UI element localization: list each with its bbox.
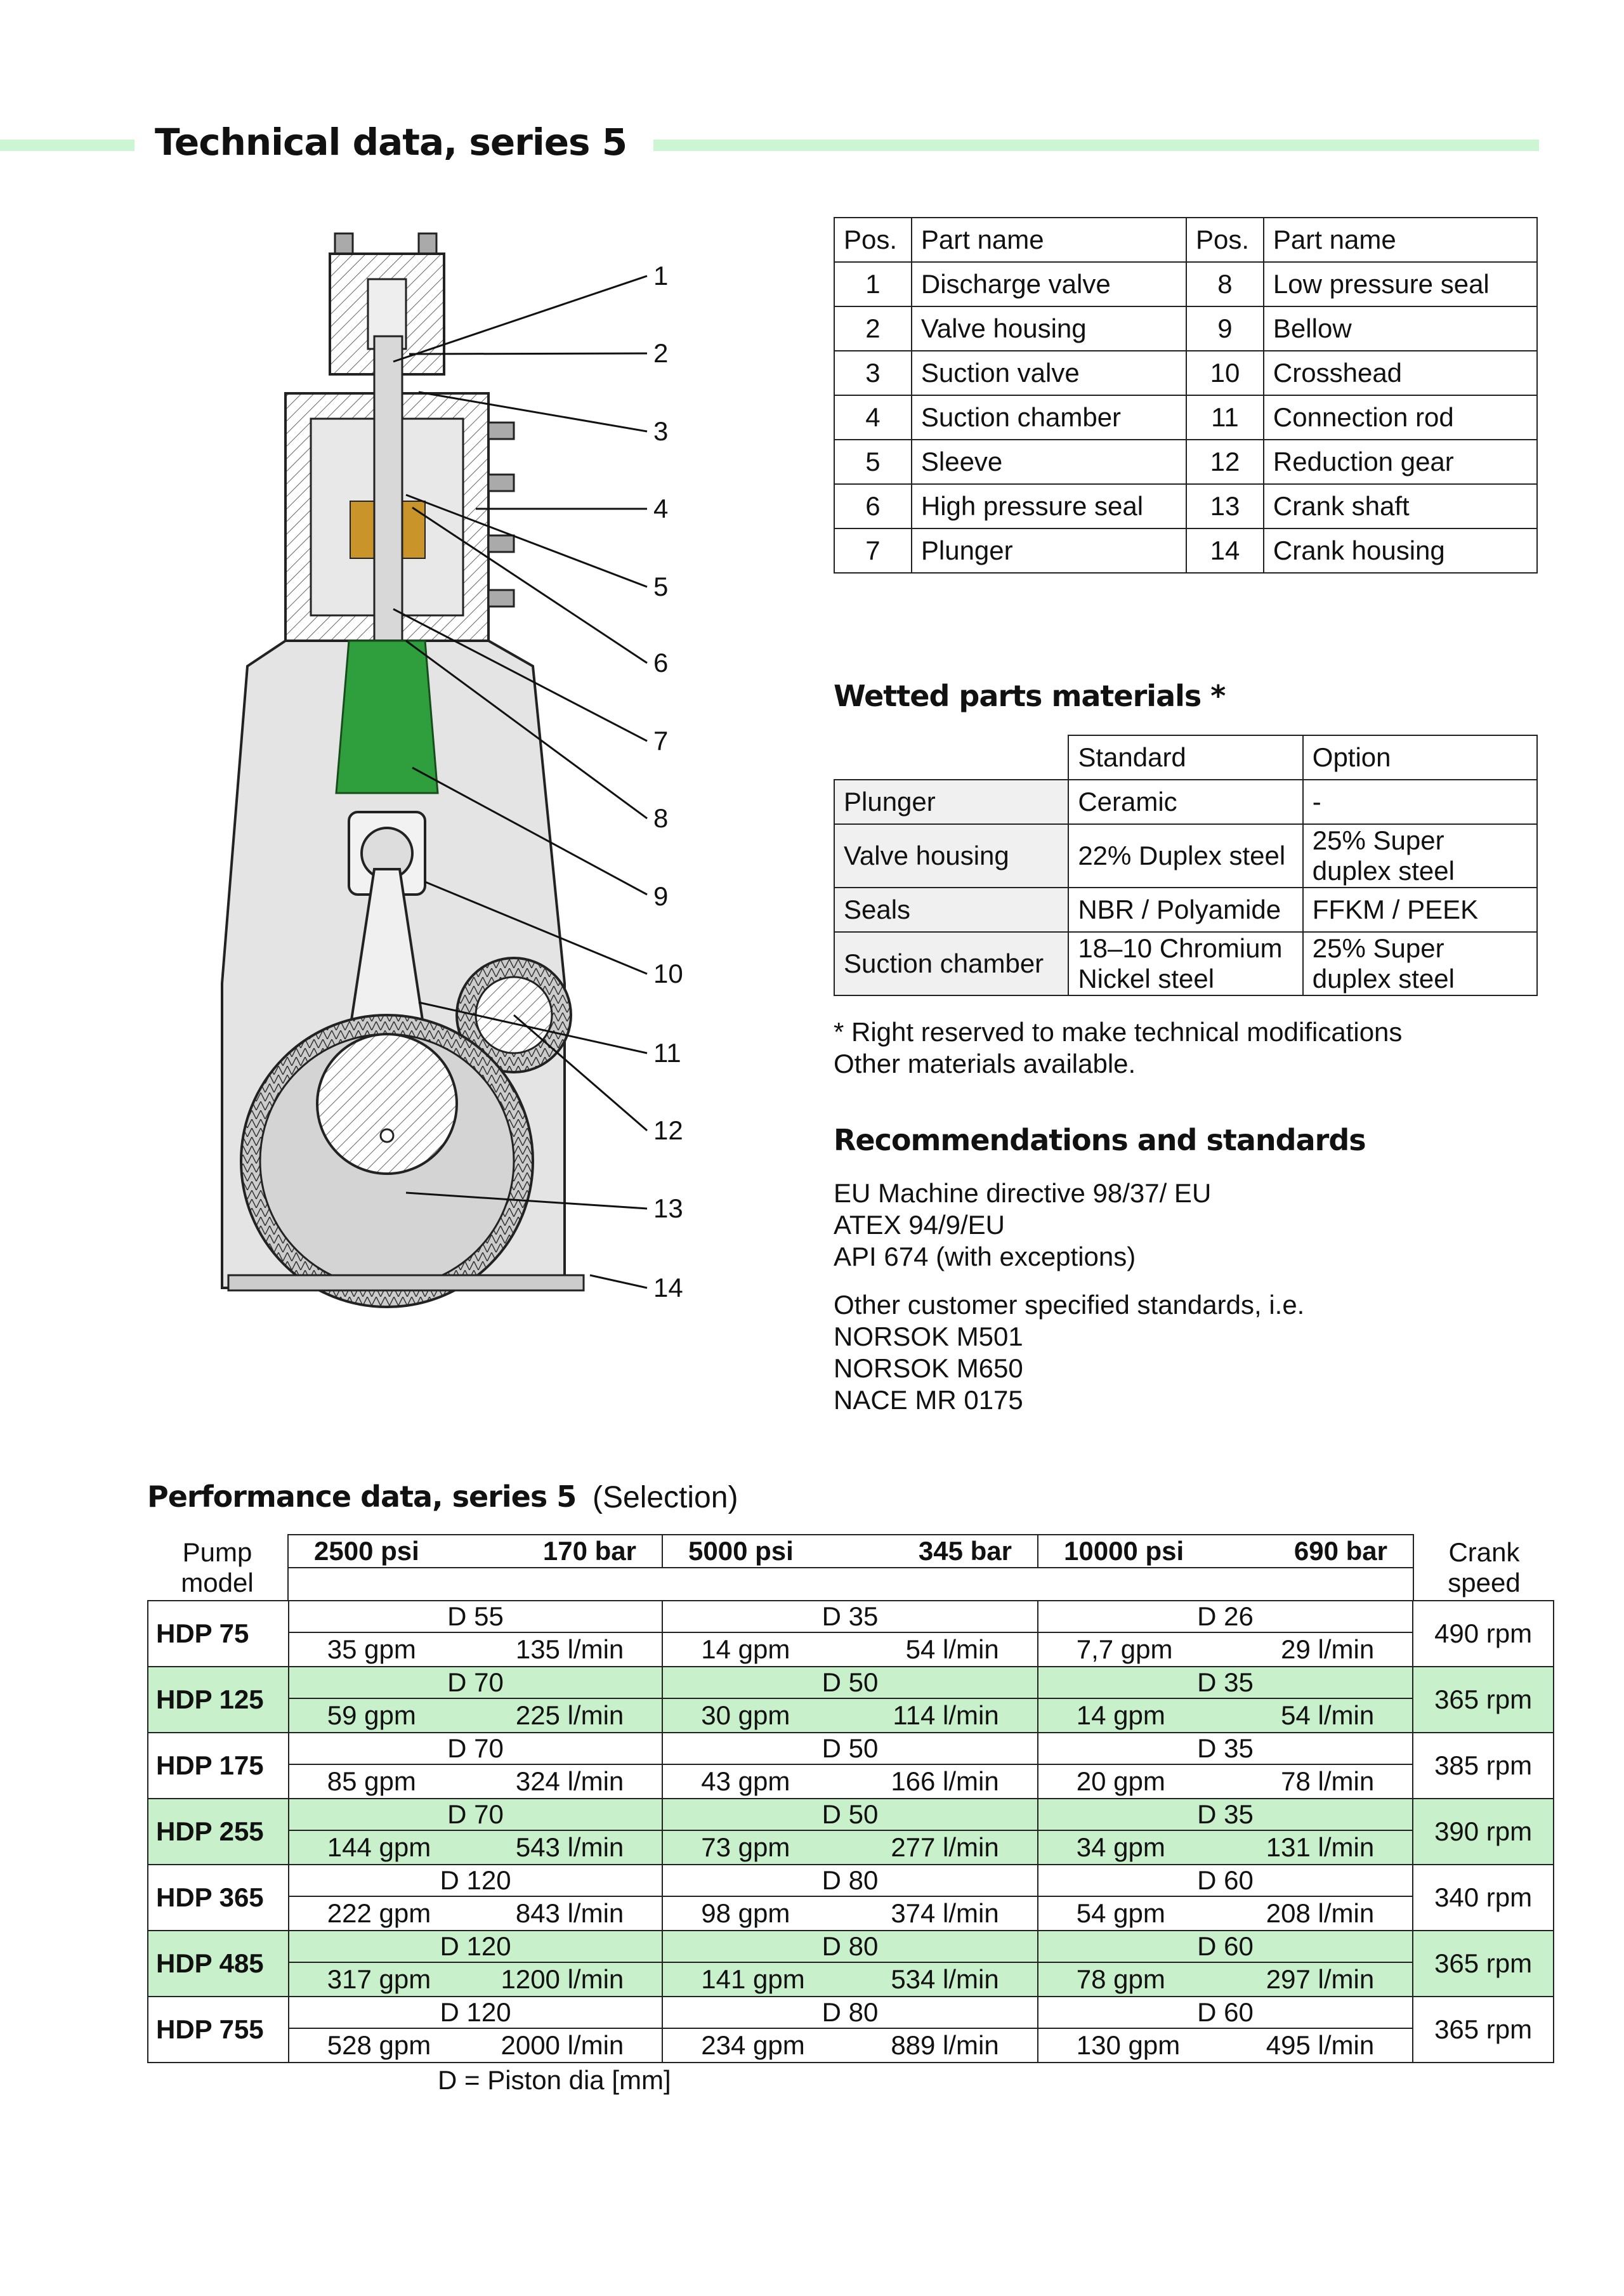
pos-cell: 6	[834, 484, 912, 528]
recommendation-line: API 674 (with exceptions)	[834, 1242, 1136, 1271]
pump-model-cell: HDP 255	[148, 1799, 289, 1865]
pump-model-cell: HDP 485	[148, 1931, 289, 1997]
flow-values	[1038, 2030, 1412, 2061]
gpm-value: 141 gpm	[701, 1964, 805, 1994]
gpm-value: 35 gpm	[327, 1634, 416, 1664]
flow-values	[1038, 1898, 1412, 1929]
lmin-value: 114 l/min	[893, 1700, 999, 1730]
lmin-value: 166 l/min	[891, 1766, 999, 1796]
callout-9: 9	[653, 881, 669, 911]
callout-14: 14	[653, 1273, 683, 1302]
piston-dia-cell: D 70	[289, 1733, 662, 1764]
performance-flow-row	[148, 1632, 1554, 1667]
flow-cell	[1038, 1896, 1413, 1931]
lmin-value: 54 l/min	[1281, 1700, 1375, 1730]
wetted-part-label: Suction chamber	[834, 932, 1068, 995]
gpm-value: 234 gpm	[701, 2030, 805, 2060]
gpm-value: 85 gpm	[327, 1766, 416, 1796]
wetted-option-cell: FFKM / PEEK	[1303, 888, 1537, 932]
flow-values	[663, 1964, 1037, 1995]
callout-6: 6	[653, 648, 669, 678]
performance-row	[148, 1799, 1554, 1830]
flow-values	[289, 1832, 662, 1863]
lmin-value: 277 l/min	[891, 1832, 999, 1862]
psi-label: 2500 psi	[314, 1536, 419, 1566]
piston-dia-cell: D 50	[662, 1667, 1037, 1698]
parts-header-name: Part name	[1264, 218, 1537, 262]
pos-cell: 4	[834, 395, 912, 440]
callout-7: 7	[653, 726, 669, 756]
piston-dia-cell: D 80	[662, 1997, 1037, 2028]
callout-8: 8	[653, 803, 669, 833]
lmin-value: 324 l/min	[515, 1766, 624, 1796]
flow-cell	[289, 1764, 662, 1799]
pump-model-cell: HDP 755	[148, 1997, 289, 2063]
piston-dia-cell: D 50	[662, 1799, 1037, 1830]
wetted-note-1: * Right reserved to make technical modifications	[834, 1017, 1403, 1047]
piston-dia-cell: D 35	[662, 1601, 1037, 1632]
wetted-note-2: Other materials available.	[834, 1049, 1136, 1079]
crank-speed-cell: 390 rpm	[1413, 1799, 1554, 1865]
wetted-part-label: Seals	[834, 888, 1068, 932]
gpm-value: 528 gpm	[327, 2030, 431, 2060]
pos-cell: 2	[834, 306, 912, 351]
parts-table	[834, 217, 1538, 574]
page-title: Technical data, series 5	[155, 121, 627, 164]
flow-values	[663, 1832, 1037, 1863]
performance-row	[148, 1733, 1554, 1764]
flow-cell	[289, 1830, 662, 1865]
lmin-value: 208 l/min	[1266, 1898, 1375, 1928]
flow-cell	[662, 1632, 1037, 1667]
flow-cell	[662, 2028, 1037, 2063]
gpm-value: 78 gpm	[1076, 1964, 1165, 1994]
flow-values	[663, 1766, 1037, 1797]
gpm-value: 130 gpm	[1076, 2030, 1181, 2060]
flow-values	[663, 2030, 1037, 2061]
gpm-value: 73 gpm	[701, 1832, 790, 1862]
lmin-value: 78 l/min	[1281, 1766, 1375, 1796]
flow-values	[1038, 1700, 1412, 1731]
callout-10: 10	[653, 959, 683, 988]
other-standard-line: NORSOK M501	[834, 1322, 1023, 1351]
piston-dia-cell: D 35	[1038, 1799, 1413, 1830]
recommendation-line: EU Machine directive 98/37/ EU	[834, 1178, 1212, 1208]
pos-cell: 8	[1186, 262, 1264, 306]
part-name-cell: Valve housing	[912, 306, 1186, 351]
wetted-standard-cell: 18–10 Chromium Nickel steel	[1068, 932, 1302, 995]
pos-cell: 13	[1186, 484, 1264, 528]
pressure-group	[1038, 1535, 1413, 1568]
gpm-value: 14 gpm	[1076, 1700, 1165, 1730]
performance-row	[148, 1865, 1554, 1896]
callout-2: 2	[653, 338, 669, 368]
flow-cell	[1038, 1764, 1413, 1799]
performance-flow-row	[148, 1896, 1554, 1931]
part-name-cell: Crosshead	[1264, 351, 1537, 395]
performance-row	[148, 1931, 1554, 1962]
wetted-row	[834, 780, 1537, 824]
wetted-materials-table	[834, 735, 1538, 996]
lmin-value: 131 l/min	[1266, 1832, 1375, 1862]
part-name-cell: Bellow	[1264, 306, 1537, 351]
gpm-value: 30 gpm	[701, 1700, 790, 1730]
lmin-value: 495 l/min	[1266, 2030, 1375, 2060]
pos-cell: 1	[834, 262, 912, 306]
flow-values	[289, 1700, 662, 1731]
performance-title: Performance data, series 5	[147, 1479, 577, 1514]
lmin-value: 29 l/min	[1281, 1634, 1375, 1664]
wetted-option-cell: 25% Super duplex steel	[1303, 932, 1537, 995]
callout-11: 11	[653, 1038, 681, 1068]
piston-dia-cell: D 35	[1038, 1733, 1413, 1764]
wetted-header-blank	[834, 735, 1068, 780]
piston-dia-cell: D 26	[1038, 1601, 1413, 1632]
performance-flow-row	[148, 1764, 1554, 1799]
parts-row	[834, 528, 1537, 573]
lmin-value: 225 l/min	[515, 1700, 624, 1730]
lmin-value: 374 l/min	[891, 1898, 999, 1928]
flow-cell	[662, 1764, 1037, 1799]
wetted-row	[834, 824, 1537, 888]
flow-cell	[289, 1962, 662, 1997]
gpm-value: 14 gpm	[701, 1634, 790, 1664]
performance-header-spacer	[147, 1568, 1554, 1601]
speed-header: Crank speed	[1413, 1535, 1554, 1601]
callout-4: 4	[653, 494, 669, 523]
flow-cell	[662, 1698, 1037, 1733]
pos-cell: 12	[1186, 440, 1264, 484]
wetted-header-standard: Standard	[1068, 735, 1302, 780]
flow-cell	[1038, 2028, 1413, 2063]
piston-dia-cell: D 35	[1038, 1667, 1413, 1698]
recommendation-line: ATEX 94/9/EU	[834, 1210, 1005, 1240]
piston-dia-cell: D 60	[1038, 1997, 1413, 2028]
crank-speed-cell: 365 rpm	[1413, 1667, 1554, 1733]
piston-dia-cell: D 120	[289, 1997, 662, 2028]
performance-flow-row	[148, 2028, 1554, 2063]
wetted-row	[834, 932, 1537, 995]
performance-row	[148, 1997, 1554, 2028]
part-name-cell: Suction chamber	[912, 395, 1186, 440]
bar-label: 170 bar	[542, 1536, 636, 1566]
pump-model-cell: HDP 365	[148, 1865, 289, 1931]
lmin-value: 1200 l/min	[501, 1964, 624, 1994]
parts-header-name: Part name	[912, 218, 1186, 262]
lmin-value: 534 l/min	[891, 1964, 999, 1994]
flow-values	[1038, 1964, 1412, 1995]
flow-values	[289, 1766, 662, 1797]
performance-footnote: D = Piston dia [mm]	[438, 2065, 671, 2095]
crank-speed-cell: 365 rpm	[1413, 1997, 1554, 2063]
part-name-cell: Discharge valve	[912, 262, 1186, 306]
pos-cell: 9	[1186, 306, 1264, 351]
pump-model-cell: HDP 125	[148, 1667, 289, 1733]
lmin-value: 297 l/min	[1266, 1964, 1375, 1994]
pump-cross-section-diagram	[159, 222, 704, 1326]
title-rule-left	[0, 140, 134, 151]
gpm-value: 59 gpm	[327, 1700, 416, 1730]
wetted-title: Wetted parts materials *	[834, 679, 1226, 713]
wetted-header-row	[834, 735, 1537, 780]
other-standards-title: Other customer specified standards, i.e.	[834, 1290, 1305, 1320]
flow-cell	[289, 2028, 662, 2063]
pos-cell: 7	[834, 528, 912, 573]
title-rule-right	[653, 140, 1539, 151]
psi-label: 5000 psi	[688, 1536, 794, 1566]
gpm-value: 317 gpm	[327, 1964, 431, 1994]
flow-cell	[289, 1896, 662, 1931]
parts-header-pos: Pos.	[834, 218, 912, 262]
bar-label: 690 bar	[1293, 1536, 1387, 1566]
piston-dia-cell: D 70	[289, 1799, 662, 1830]
model-header: Pump model	[147, 1535, 288, 1601]
piston-dia-cell: D 80	[662, 1931, 1037, 1962]
piston-dia-cell: D 60	[1038, 1931, 1413, 1962]
flow-values	[1038, 1766, 1412, 1797]
flow-values	[663, 1634, 1037, 1665]
recommendations-title: Recommendations and standards	[834, 1123, 1366, 1157]
wetted-header-option: Option	[1303, 735, 1537, 780]
gpm-value: 144 gpm	[327, 1832, 431, 1862]
piston-dia-cell: D 55	[289, 1601, 662, 1632]
crank-speed-cell: 490 rpm	[1413, 1601, 1554, 1667]
bar-label: 345 bar	[918, 1536, 1012, 1566]
performance-flow-row	[148, 1698, 1554, 1733]
flow-cell	[289, 1698, 662, 1733]
flow-values	[1038, 1634, 1412, 1665]
gpm-value: 54 gpm	[1076, 1898, 1165, 1928]
flow-cell	[662, 1962, 1037, 1997]
parts-row	[834, 395, 1537, 440]
pressure-group	[662, 1535, 1038, 1568]
pump-model-cell: HDP 175	[148, 1733, 289, 1799]
gpm-value: 98 gpm	[701, 1898, 790, 1928]
part-name-cell: Reduction gear	[1264, 440, 1537, 484]
wetted-option-cell: -	[1303, 780, 1537, 824]
wetted-row	[834, 888, 1537, 932]
part-name-cell: Low pressure seal	[1264, 262, 1537, 306]
lmin-value: 2000 l/min	[501, 2030, 624, 2060]
piston-dia-cell: D 120	[289, 1931, 662, 1962]
header-spacer-cell	[288, 1568, 1413, 1601]
part-name-cell: High pressure seal	[912, 484, 1186, 528]
gpm-value: 34 gpm	[1076, 1832, 1165, 1862]
pos-cell: 11	[1186, 395, 1264, 440]
flow-cell	[289, 1632, 662, 1667]
gpm-value: 222 gpm	[327, 1898, 431, 1928]
pressure-group	[288, 1535, 662, 1568]
part-name-cell: Crank shaft	[1264, 484, 1537, 528]
performance-table	[147, 1534, 1554, 1601]
parts-row	[834, 484, 1537, 528]
performance-table-body	[147, 1600, 1554, 2063]
flow-values	[1038, 1832, 1412, 1863]
parts-header-row	[834, 218, 1537, 262]
flow-cell	[1038, 1632, 1413, 1667]
part-name-cell: Sleeve	[912, 440, 1186, 484]
piston-dia-cell: D 50	[662, 1733, 1037, 1764]
piston-dia-cell: D 60	[1038, 1865, 1413, 1896]
callout-13: 13	[653, 1193, 683, 1223]
piston-dia-cell: D 70	[289, 1667, 662, 1698]
pos-cell: 14	[1186, 528, 1264, 573]
parts-header-pos: Pos.	[1186, 218, 1264, 262]
flow-values	[663, 1700, 1037, 1731]
part-name-cell: Connection rod	[1264, 395, 1537, 440]
crank-speed-cell: 385 rpm	[1413, 1733, 1554, 1799]
callout-1: 1	[653, 261, 669, 291]
performance-subtitle: (Selection)	[593, 1481, 738, 1514]
pos-cell: 3	[834, 351, 912, 395]
part-name-cell: Crank housing	[1264, 528, 1537, 573]
performance-flow-row	[148, 1962, 1554, 1997]
piston-dia-cell: D 120	[289, 1865, 662, 1896]
performance-row	[148, 1667, 1554, 1698]
piston-dia-cell: D 80	[662, 1865, 1037, 1896]
other-standard-line: NORSOK M650	[834, 1353, 1023, 1383]
callout-5: 5	[653, 572, 669, 601]
pos-cell: 10	[1186, 351, 1264, 395]
flow-values	[289, 1898, 662, 1929]
gpm-value: 43 gpm	[701, 1766, 790, 1796]
crank-speed-cell: 340 rpm	[1413, 1865, 1554, 1931]
flow-cell	[1038, 1830, 1413, 1865]
part-name-cell: Plunger	[912, 528, 1186, 573]
performance-flow-row	[148, 1830, 1554, 1865]
flow-cell	[662, 1896, 1037, 1931]
flow-cell	[662, 1830, 1037, 1865]
other-standard-line: NACE MR 0175	[834, 1385, 1023, 1415]
wetted-part-label: Plunger	[834, 780, 1068, 824]
gpm-value: 20 gpm	[1076, 1766, 1165, 1796]
lmin-value: 889 l/min	[891, 2030, 999, 2060]
callout-3: 3	[653, 416, 669, 446]
flow-cell	[1038, 1962, 1413, 1997]
pump-model-cell: HDP 75	[148, 1601, 289, 1667]
pos-cell: 5	[834, 440, 912, 484]
flow-values	[289, 1634, 662, 1665]
wetted-part-label: Valve housing	[834, 824, 1068, 888]
parts-row	[834, 306, 1537, 351]
wetted-option-cell: 25% Super duplex steel	[1303, 824, 1537, 888]
parts-row	[834, 351, 1537, 395]
wetted-standard-cell: 22% Duplex steel	[1068, 824, 1302, 888]
callout-12: 12	[653, 1115, 683, 1145]
flow-cell	[1038, 1698, 1413, 1733]
flow-values	[289, 1964, 662, 1995]
lmin-value: 54 l/min	[905, 1634, 999, 1664]
parts-row	[834, 262, 1537, 306]
wetted-standard-cell: Ceramic	[1068, 780, 1302, 824]
part-name-cell: Suction valve	[912, 351, 1186, 395]
gpm-value: 7,7 gpm	[1076, 1634, 1173, 1664]
performance-header-row	[147, 1535, 1554, 1568]
parts-row	[834, 440, 1537, 484]
wetted-standard-cell: NBR / Polyamide	[1068, 888, 1302, 932]
flow-values	[289, 2030, 662, 2061]
flow-values	[663, 1898, 1037, 1929]
lmin-value: 843 l/min	[515, 1898, 624, 1928]
performance-row	[148, 1601, 1554, 1632]
lmin-value: 543 l/min	[515, 1832, 624, 1862]
psi-label: 10000 psi	[1064, 1536, 1184, 1566]
lmin-value: 135 l/min	[515, 1634, 624, 1664]
crank-speed-cell: 365 rpm	[1413, 1931, 1554, 1997]
